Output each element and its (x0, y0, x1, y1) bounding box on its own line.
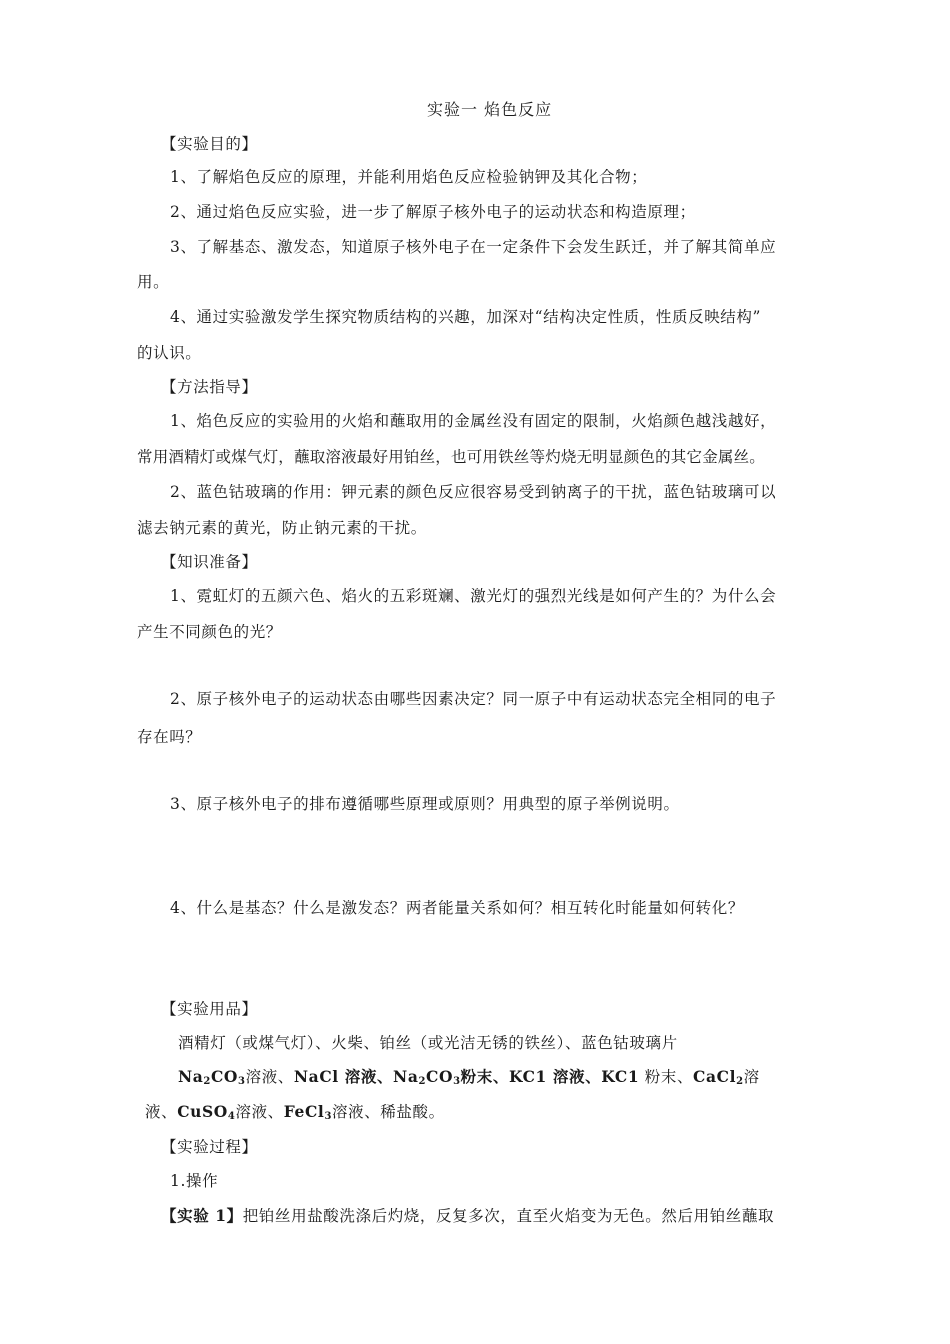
purpose-item-cont: 的认识。 (137, 344, 202, 362)
reagents-line-1 (178, 1066, 760, 1088)
knowledge-item: 1、霓虹灯的五颜六色、焰火的五彩斑斓、激光灯的强烈光线是如何产生的？为什么会 (170, 587, 777, 605)
purpose-item: 3、了解基态、激发态，知道原子核外电子在一定条件下会发生跃迁，并了解其简单应 (170, 238, 777, 256)
reagent-text: 溶液、稀盐酸。 (332, 1103, 445, 1121)
knowledge-item: 2、原子核外电子的运动状态由哪些因素决定？同一原子中有运动状态完全相同的电子 (170, 690, 777, 708)
section-heading-method: 【方法指导】 (161, 378, 258, 396)
reagent-text: 液、 (145, 1103, 178, 1121)
reagent-text: 粉末、 (639, 1068, 694, 1086)
section-heading-knowledge: 【知识准备】 (161, 553, 258, 571)
formula: Na (393, 1067, 419, 1086)
purpose-item: 1、了解焰色反应的原理，并能利用焰色反应检验钠钾及其化合物； (170, 168, 648, 186)
experiment-1-line (161, 1205, 774, 1227)
formula-sub: 3 (453, 1076, 461, 1087)
section-heading-supplies: 【实验用品】 (161, 1000, 258, 1018)
purpose-item: 4、通过实验激发学生探究物质结构的兴趣，加深对“结构决定性质，性质反映结构” (170, 308, 762, 326)
formula: KC1 (601, 1067, 640, 1086)
formula-sub: 3 (324, 1111, 332, 1122)
formula-sub: 2 (418, 1076, 427, 1087)
formula: FeCl (283, 1102, 325, 1121)
formula: Na (178, 1067, 204, 1086)
knowledge-item: 4、什么是基态？什么是激发态？两者能量关系如何？相互转化时能量如何转化？ (170, 899, 744, 917)
purpose-item-cont: 用。 (137, 273, 170, 291)
reagent-text: 溶液、 (235, 1103, 284, 1121)
supplies-line: 酒精灯（或煤气灯）、火柴、铂丝（或光洁无锈的铁丝）、蓝色钴玻璃片 (178, 1034, 678, 1052)
formula-sub: 4 (227, 1111, 236, 1122)
section-heading-process: 【实验过程】 (161, 1138, 258, 1156)
method-item-cont: 常用酒精灯或煤气灯，蘸取溶液最好用铂丝，也可用铁丝等灼烧无明显颜色的其它金属丝。 (137, 448, 766, 466)
reagent-text: 粉末、 (460, 1067, 509, 1086)
reagent-text: KC1 溶液、 (508, 1067, 602, 1086)
formula-sub: 3 (238, 1076, 246, 1087)
knowledge-item: 3、原子核外电子的排布遵循哪些原理或原则？用典型的原子举例说明。 (170, 795, 680, 813)
formula: CO (210, 1067, 239, 1086)
page-title: 实验一 焰色反应 (427, 100, 553, 119)
formula-sub: 2 (203, 1076, 211, 1087)
section-heading-purpose: 【实验目的】 (161, 135, 258, 153)
method-item: 2、蓝色钴玻璃的作用：钾元素的颜色反应很容易受到钠离子的干扰，蓝色钴玻璃可以 (170, 483, 777, 501)
reagent-text: 溶 (743, 1068, 760, 1086)
formula: CuSO (177, 1102, 228, 1121)
method-item: 1、焰色反应的实验用的火焰和蘸取用的金属丝没有固定的限制，火焰颜色越浅越好， (170, 412, 777, 430)
formula-sub: 2 (736, 1076, 744, 1087)
experiment-label: 【实验 1】 (161, 1206, 243, 1225)
experiment-text: 把铂丝用盐酸洗涤后灼烧，反复多次，直至火焰变为无色。然后用铂丝蘸取 (242, 1207, 775, 1225)
knowledge-item-cont: 存在吗？ (137, 728, 202, 746)
reagent-text: 溶液、 (245, 1068, 294, 1086)
knowledge-item-cont: 产生不同颜色的光？ (137, 623, 282, 641)
purpose-item: 2、通过焰色反应实验，进一步了解原子核外电子的运动状态和构造原理； (170, 203, 696, 221)
step-heading: 1.操作 (170, 1172, 219, 1190)
reagents-line-2 (145, 1101, 445, 1123)
formula: CO (426, 1067, 454, 1086)
reagent-text: NaCl 溶液、 (293, 1067, 394, 1086)
method-item-cont: 滤去钠元素的黄光，防止钠元素的干扰。 (137, 519, 427, 537)
formula: CaCl (693, 1067, 737, 1086)
